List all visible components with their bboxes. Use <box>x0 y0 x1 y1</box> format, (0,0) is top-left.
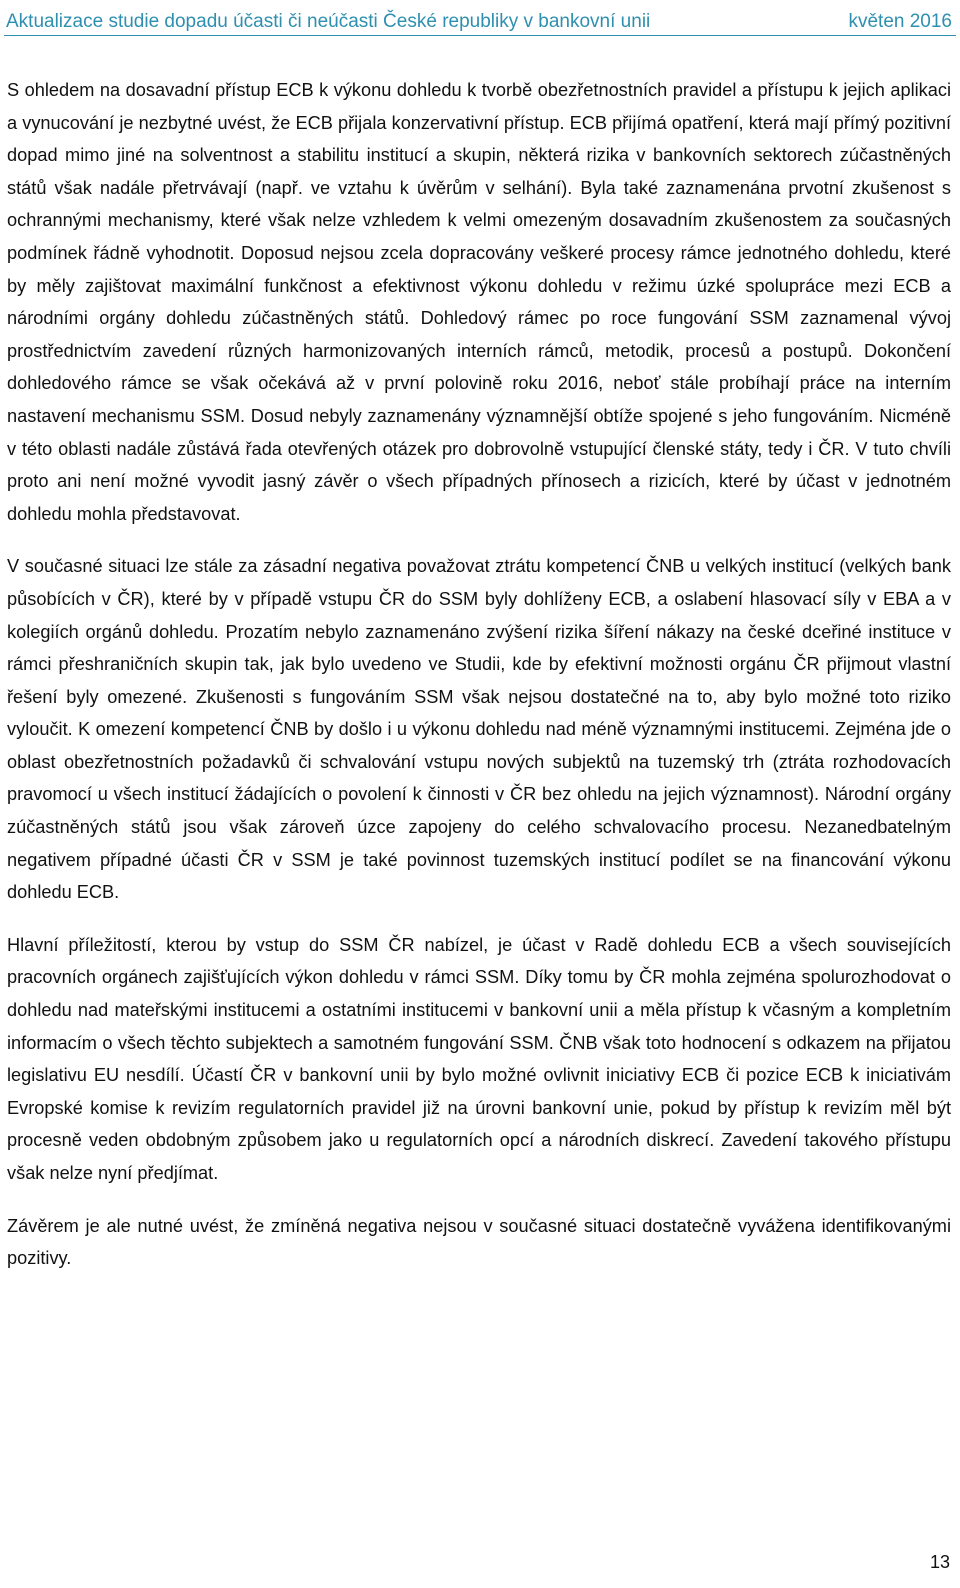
page-header <box>6 4 952 34</box>
paragraph-ecb-approach: S ohledem na dosavadní přístup ECB k výkonu dohledu k tvorbě obezřetnostních pravidel a přístupu k jejich aplikaci a vynucování je nezbytné uvést, že ECB přijala konzervativní přístup. ECB přijímá opatření, která mají přímý pozitivní dopad mimo jiné na solventnost a stabilitu institucí a skupin, některá rizika v bankovních sektorech zúčastněných států však nadále přetrvávají (např. ve vztahu k úvěrům v selhání). Byla také zaznamenána prvotní zkušenost s ochrannými mechanismy, které však nelze vzhledem k velmi omezeným dosavadním zkušenostem za současných podmínek řádně vyhodnotit. Doposud nejsou zcela dopracovány veškeré procesy rámce jednotného dohledu, které by měly zajištovat maximální funkčnost a efektivnost výkonu dohledu v režimu úzké spolupráce mezi ECB a národními orgány dohledu zúčastněných států. Dohledový rámec po roce fungování SSM zaznamenal vývoj prostřednictvím zavedení různých harmonizovaných interních rámců, metodik, procesů a postupů. Dokončení dohledového rámce se však očekává až v první polovině roku 2016, neboť stále probíhají práce na interním nastavení mechanismu SSM. Dosud nebyly zaznamenány významnější obtíže spojené s jeho fungováním. Nicméně v této oblasti nadále zůstává řada otevřených otázek pro dobrovolně vstupující členské státy, tedy i ČR. V tuto chvíli proto ani není možné vyvodit jasný závěr o všech případných přínosech a rizicích, které by účast v jednotném dohledu mohla představovat. <box>7 80 951 524</box>
paragraph-opportunities: Hlavní příležitostí, kterou by vstup do SSM ČR nabízel, je účast v Radě dohledu ECB a všech souvisejících pracovních orgánech zajišťujících výkon dohledu v rámci SSM. Díky tomu by ČR mohla zejména spolurozhodovat o dohledu nad mateřskými institucemi a ostatními institucemi v bankovní unii a měla přístup k včasným a kompletním informacím o všech těchto subjektech a samotném fungování SSM. ČNB však toto hodnocení s odkazem na přijatou legislativu EU nesdílí. Účastí ČR v bankovní unii by bylo možné ovlivnit iniciativy ECB či pozice ECB k iniciativám Evropské komise k revizím regulatorních pravidel již na úrovni bankovní unie, pokud by přístup k revizím měl být procesně veden obdobným způsobem jako u regulatorních opcí a národních diskrecí. Zavedení takového přístupu však nelze nyní předjímat. <box>7 934 951 1183</box>
document-body <box>7 74 951 1295</box>
document-title: Aktualizace studie dopadu účasti či neúčasti České republiky v bankovní unii <box>6 11 651 32</box>
header-divider <box>4 35 956 36</box>
document-date: květen 2016 <box>848 11 952 32</box>
paragraph-conclusion: Závěrem je ale nutné uvést, že zmíněná negativa nejsou v současné situaci dostatečně vyvážena identifikovanými pozitivy. <box>7 1215 951 1269</box>
page-number: 13 <box>929 1552 950 1572</box>
paragraph-negatives: V současné situaci lze stále za zásadní negativa považovat ztrátu kompetencí ČNB u velkých institucí (velkých bank působících v ČR), které by v případě vstupu ČR do SSM byly dohlíženy ECB, a oslabení hlasovací síly v EBA a v kolegiích orgánů dohledu. Prozatím nebylo zaznamenáno zvýšení rizika šíření nákazy na české dceřiné instituce v rámci přeshraničních skupin tak, jak bylo uvedeno ve Studii, kde by efektivní možnosti orgánu ČR přijmout vlastní řešení byly omezené. Zkušenosti s fungováním SSM však nejsou dostatečné na to, aby bylo možné toto riziko vyloučit. K omezení kompetencí ČNB by došlo i u výkonu dohledu nad méně významnými institucemi. Zejména jde o oblast obezřetnostních požadavků či schvalování vstupu nových subjektů na tuzemský trh (ztráta rozhodovacích pravomocí u všech institucí žádajících o povolení k činnosti v ČR bez ohledu na jejich významnost). Národní orgány zúčastněných států jsou však zároveň úzce zapojeny do celého schvalovacího procesu. Nezanedbatelným negativem případné účasti ČR v SSM je také povinnost tuzemských institucí podílet se na financování výkonu dohledu ECB. <box>7 556 951 903</box>
